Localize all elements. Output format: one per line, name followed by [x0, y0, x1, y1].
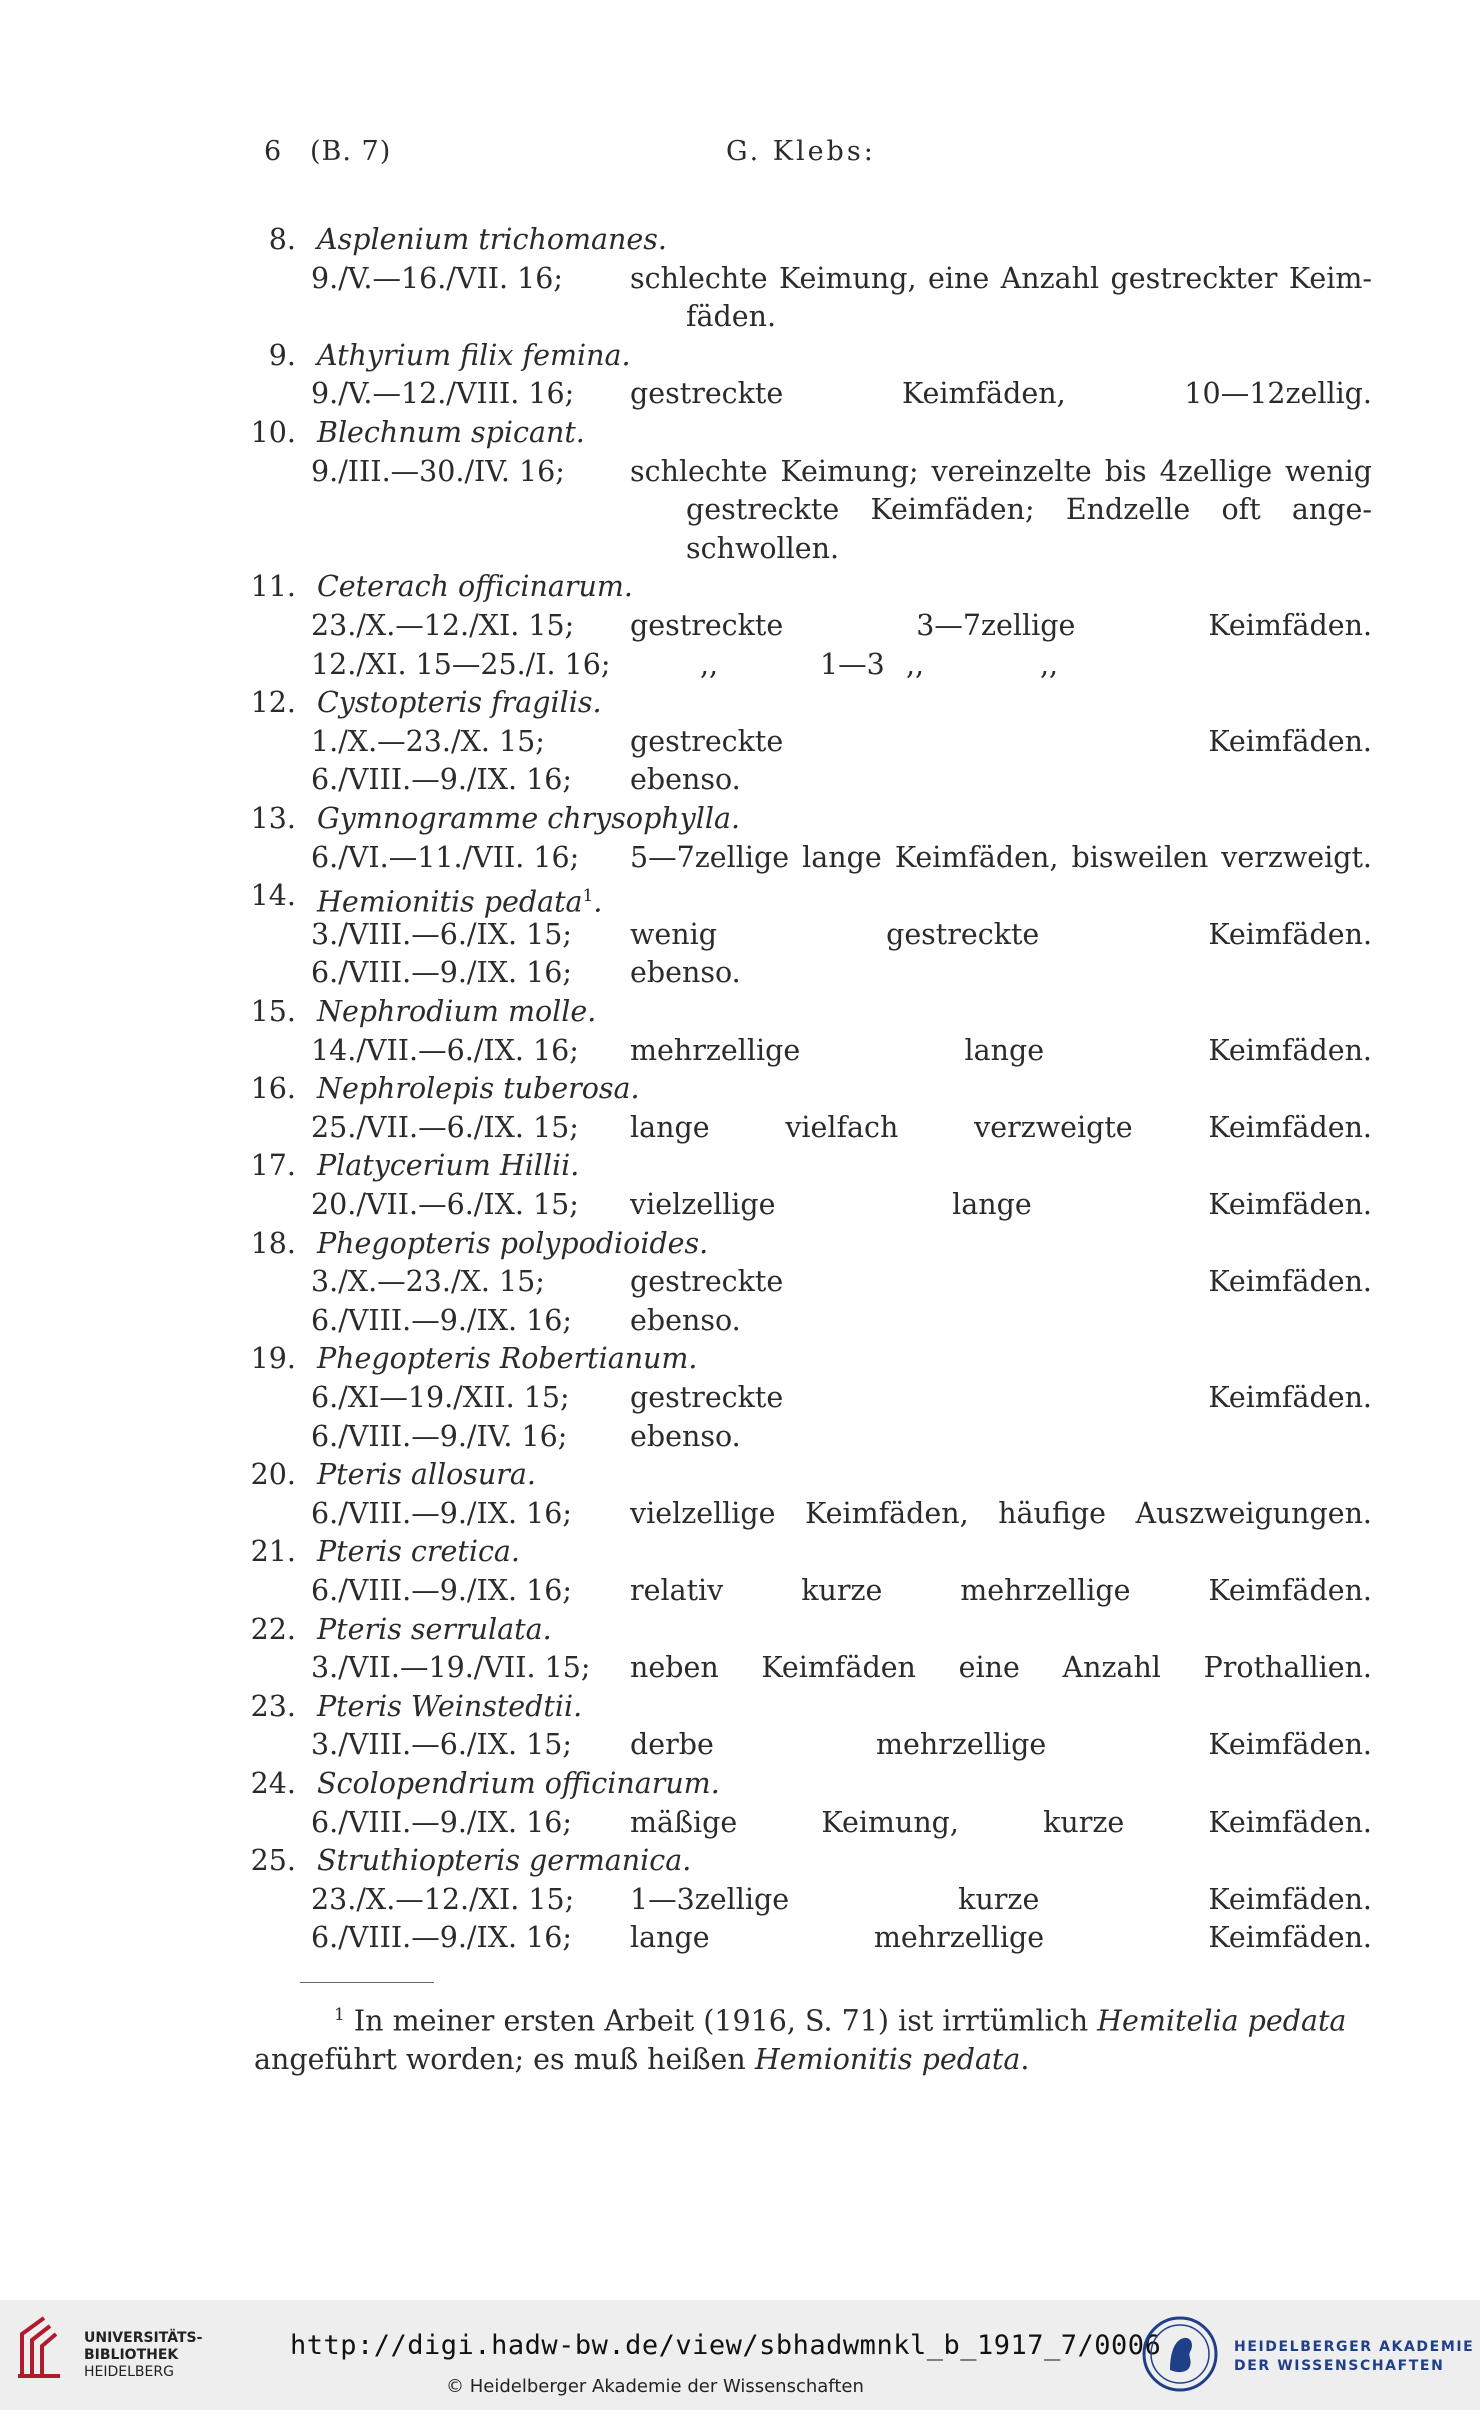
observation-date: 6./XI—19./XII. 15; [311, 1381, 570, 1414]
species-name-text: Nephrolepis tuberosa. [317, 1072, 640, 1106]
species-name-text: Gymnogramme chrysophylla. [317, 802, 741, 835]
species-name [317, 685, 602, 721]
observation-date: 6./VI.—11./VII. 16; [311, 840, 580, 874]
species-name [317, 1226, 708, 1262]
entry-number: 18. [250, 1226, 296, 1260]
observation-date: 23./X.—12./XI. 15; [311, 609, 575, 642]
species-name [317, 222, 667, 258]
species-name [317, 415, 585, 451]
observation-text-continued: fäden. [686, 300, 777, 334]
species-name [317, 1071, 640, 1107]
observation-text: wenig gestreckte Keimfäden. [630, 917, 1372, 951]
copyright-notice: © Heidelberger Akademie der Wissenschaften [446, 2376, 864, 2397]
observation-date: 6./VIII.—9./IX. 16; [311, 956, 573, 990]
species-name [317, 994, 596, 1030]
entry-number: 13. [250, 802, 296, 835]
observation-date: 6./VIII.—9./IX. 16; [311, 1805, 573, 1839]
species-name-text: Pteris cretica. [317, 1535, 520, 1569]
observation-date: 9./V.—12./VIII. 16; [311, 377, 575, 411]
observation-text: gestreckte Keimfäden, 10—12zellig. [630, 377, 1372, 411]
observation-text: ebenso. [630, 956, 741, 990]
entry-number: 16. [250, 1072, 296, 1106]
entry-number: 22. [250, 1612, 296, 1646]
academy-name: HEIDELBERGER AKADEMIE DER WISSENSCHAFTEN [1234, 2339, 1475, 2374]
observation-text: relativ kurze mehrzellige Keimfäden. [630, 1574, 1372, 1607]
ditto-mark: 1—3 [820, 647, 885, 681]
ditto-mark: ,, [906, 647, 925, 681]
species-name [317, 1843, 691, 1879]
species-name-text: Pteris Weinstedtii. [317, 1689, 583, 1723]
entry-number: 24. [250, 1767, 296, 1800]
species-name-text: Platycerium Hillii. [317, 1149, 580, 1183]
observation-text: gestreckte Keimfäden. [630, 724, 1372, 758]
observation-date: 25./VII.—6./IX. 15; [311, 1110, 579, 1144]
entry-number: 12. [250, 686, 296, 720]
running-header [264, 136, 984, 176]
observation-date: 3./X.—23./X. 15; [311, 1265, 545, 1299]
observation-date: 1./X.—23./X. 15; [311, 724, 545, 758]
observation-text: ebenso. [630, 763, 741, 797]
observation-date: 6./VIII.—9./IX. 16; [311, 1496, 573, 1530]
species-name-text: Struthiopteris germanica. [317, 1844, 692, 1878]
footnote-rule [300, 1982, 434, 1983]
observation-date: 9./V.—16./VII. 16; [311, 261, 563, 295]
entry-number: 11. [250, 570, 296, 604]
observation-text: 5—7zellige lange Keimfäden, bisweilen verzweigt. [630, 840, 1372, 874]
footnote-italic-1: Hemitelia pedata [1097, 2004, 1347, 2038]
species-name [317, 801, 740, 837]
species-name-text: Cystopteris fragilis. [317, 686, 602, 720]
species-name-text: Phegopteris Robertianum. [317, 1342, 698, 1376]
observation-date: 6./VIII.—9./IX. 16; [311, 763, 573, 797]
observation-text: mehrzellige lange Keimfäden. [630, 1033, 1372, 1067]
species-name [317, 1534, 520, 1570]
observation-date: 6./VIII.—9./IX. 16; [311, 1303, 573, 1337]
observation-text: lange vielfach verzweigte Keimfäden. [630, 1110, 1372, 1144]
footnote [254, 1996, 1370, 2079]
observation-date: 23./X.—12./XI. 15; [311, 1882, 575, 1916]
page-reference: (B. 7) [310, 136, 392, 167]
species-name-text: Phegopteris polypodioides. [317, 1226, 709, 1260]
species-name [317, 1766, 720, 1802]
observation-text: mäßige Keimung, kurze Keimfäden. [630, 1805, 1372, 1839]
species-name-text: Hemionitis pedata [317, 885, 583, 919]
species-name-text: Blechnum spicant. [317, 416, 585, 449]
observation-date: 9./III.—30./IV. 16; [311, 454, 565, 488]
observation-text: gestreckte Keimfäden. [630, 1381, 1372, 1414]
species-name-text: Pteris serrulata. [317, 1612, 552, 1646]
species-name [317, 338, 631, 374]
footnote-mark: 1 [334, 2005, 345, 2025]
observation-text: gestreckte Keimfäden. [630, 1265, 1372, 1299]
species-name [317, 1148, 579, 1184]
academy-seal-icon [1140, 2314, 1220, 2394]
species-name-text: Pteris allosura. [317, 1458, 536, 1492]
observation-date: 3./VIII.—6./IX. 15; [311, 917, 573, 951]
permalink-url[interactable]: http://digi.hadw-bw.de/view/sbhadwmnkl_b_1917_7/0006 [290, 2330, 1162, 2361]
species-name [317, 1341, 698, 1377]
entry-number: 21. [250, 1535, 296, 1569]
entry-number: 9. [268, 338, 296, 372]
species-name-text: Athyrium filix femina. [317, 338, 631, 372]
observation-date: 3./VII.—19./VII. 15; [311, 1651, 591, 1685]
page-number: 6 [264, 136, 283, 167]
entry-number: 20. [250, 1458, 296, 1492]
entry-number: 19. [250, 1342, 296, 1376]
observation-date: 6./VIII.—9./IV. 16; [311, 1419, 568, 1453]
footnote-end: . [1020, 2042, 1030, 2076]
observation-text-continued: gestreckte Keimfäden; Endzelle oft ange- [686, 493, 1372, 527]
footnote-text-1: In meiner ersten Arbeit (1916, S. 71) ist irrtümlich [353, 2004, 1089, 2038]
species-name-text: Asplenium trichomanes. [317, 223, 667, 256]
ditto-mark: ,, [700, 647, 719, 681]
observation-date: 6./VIII.—9./IX. 16; [311, 1921, 573, 1955]
observation-text: 1—3zellige kurze Keimfäden. [630, 1882, 1372, 1916]
observation-text: neben Keimfäden eine Anzahl Prothallien. [630, 1651, 1372, 1685]
observation-text: ebenso. [630, 1303, 741, 1337]
ditto-mark: ,, [1040, 647, 1059, 681]
observation-text: schlechte Keimung, eine Anzahl gestreckter Keim- [630, 261, 1372, 295]
observation-text: ebenso. [630, 1419, 741, 1453]
species-name [317, 569, 633, 605]
species-name [317, 1689, 582, 1725]
entry-number: 14. [250, 879, 296, 913]
entry-number: 23. [250, 1689, 296, 1723]
observation-text: lange mehrzellige Keimfäden. [630, 1921, 1372, 1955]
species-name-text: Scolopendrium officinarum. [317, 1767, 720, 1800]
entry-number: 8. [268, 223, 296, 256]
university-library-logo-icon [14, 2312, 74, 2382]
observation-date: 6./VIII.—9./IX. 16; [311, 1574, 573, 1607]
university-library-name: UNIVERSITÄTS- BIBLIOTHEK HEIDELBERG [84, 2330, 203, 2380]
observation-text-continued: schwollen. [686, 531, 840, 565]
footer-bar [0, 2300, 1480, 2410]
observation-date: 14./VII.—6./IX. 16; [311, 1033, 579, 1067]
entry-number: 10. [250, 416, 296, 449]
observation-text: vielzellige Keimfäden, häufige Auszweigungen. [630, 1496, 1372, 1530]
species-name [317, 1457, 536, 1493]
species-name [317, 878, 602, 921]
observation-date: 20./VII.—6./IX. 15; [311, 1188, 579, 1221]
entry-number: 25. [250, 1844, 296, 1878]
observation-text: vielzellige lange Keimfäden. [630, 1188, 1372, 1221]
footnote-italic-2: Hemionitis pedata [754, 2042, 1021, 2076]
observation-text: schlechte Keimung; vereinzelte bis 4zellige wenig [630, 454, 1372, 488]
species-name [317, 1612, 552, 1648]
species-name-text: Nephrodium molle. [317, 995, 597, 1028]
observation-text: derbe mehrzellige Keimfäden. [630, 1728, 1372, 1762]
author-name: G. Klebs: [726, 136, 876, 167]
footnote-text-2: angeführt worden; es muß heißen [254, 2042, 746, 2076]
footnote-reference: 1 [582, 886, 594, 907]
entry-number: 17. [250, 1149, 296, 1183]
observation-date: 3./VIII.—6./IX. 15; [311, 1728, 573, 1762]
observation-date: 12./XI. 15—25./I. 16; [311, 647, 611, 681]
entry-number: 15. [250, 995, 296, 1028]
species-name-text: Ceterach officinarum. [317, 570, 633, 604]
observation-text: gestreckte 3—7zellige Keimfäden. [630, 609, 1372, 642]
species-name-end: . [593, 885, 603, 919]
